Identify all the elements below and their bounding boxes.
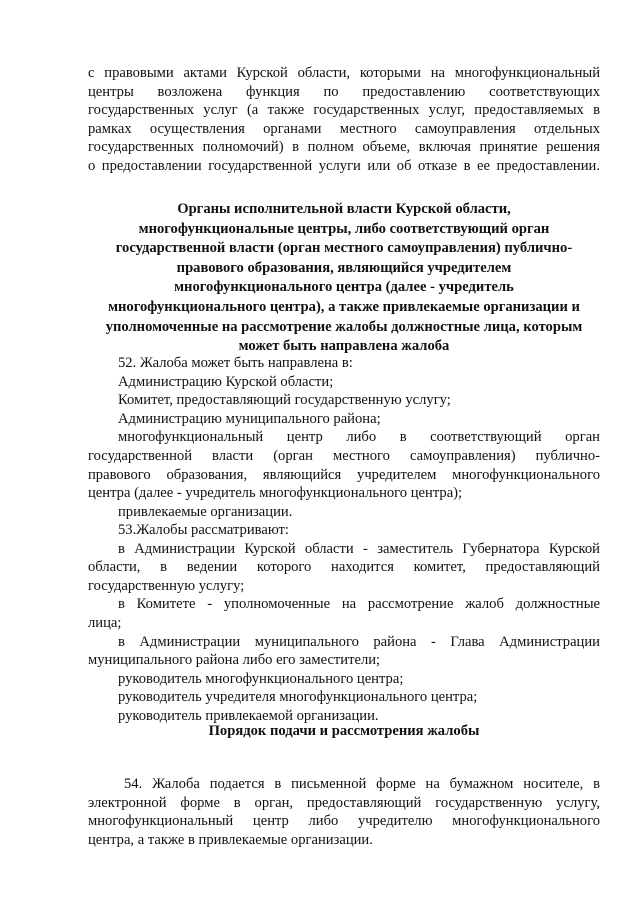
heading-line: многофункционального центра (далее - учредитель	[174, 279, 514, 296]
paragraph-line: правового образования, являющийся учредителем многофункционального	[88, 466, 600, 483]
paragraph-line: муниципального района либо его заместители;	[88, 652, 381, 669]
paragraph-line: руководитель привлекаемой организации.	[118, 707, 379, 724]
paragraph-line: государственной власти (орган местного самоуправления) публично-	[88, 447, 600, 464]
intro-line: о предоставлении государственной услуги или об отказе в ее предоставлении.	[88, 157, 600, 174]
paragraph-line: центра, а также в привлекаемые организации.	[88, 831, 373, 848]
paragraph-line: в Администрации Курской области - заместитель Губернатора Курской	[118, 540, 600, 557]
paragraph-line: 54. Жалоба подается в письменной форме на бумажном носителе, в	[124, 776, 600, 792]
paragraph-line: 53.Жалобы рассматривают:	[118, 522, 289, 538]
paragraph-line: лица;	[88, 614, 122, 631]
heading-line: Порядок подачи и рассмотрения жалобы	[208, 723, 480, 739]
paragraph-line: области, в ведении которого находится комитет, предоставляющий	[88, 559, 600, 576]
paragraph-line: электронной форме в орган, предоставляющий государственную услугу,	[88, 794, 600, 811]
intro-line: государственных услуг (а также государственных услуг, предоставляемых в	[88, 102, 600, 119]
paragraph-line: центра (далее - учредитель многофункционального центра);	[88, 485, 463, 502]
heading-line: государственной власти (орган местного самоуправления) публично-	[115, 240, 573, 257]
paragraph-line: государственную услугу;	[88, 577, 245, 594]
paragraph-line: Администрацию муниципального района;	[118, 410, 381, 427]
paragraph-line: руководитель учредителя многофункционального центра;	[118, 689, 478, 706]
paragraph-line: привлекаемые организации.	[118, 503, 293, 520]
paragraph-line: Администрацию Курской области;	[118, 373, 334, 390]
paragraph-line: многофункциональный центр либо учредителю многофункционального	[88, 813, 600, 830]
paragraph-line: Комитет, предоставляющий государственную услугу;	[118, 392, 451, 409]
section-52	[88, 354, 600, 521]
intro-line: центры возложена функция по предоставлению соответствующих	[88, 83, 600, 100]
section-heading-bodies	[70, 200, 618, 357]
section-54	[88, 775, 600, 849]
section-53	[88, 521, 600, 726]
heading-line: может быть направлена жалоба	[238, 338, 450, 355]
intro-line: с правовыми актами Курской области, которыми на многофункциональный	[88, 65, 600, 81]
paragraph-line: в Комитете - уполномоченные на рассмотрение жалоб должностные	[118, 596, 600, 613]
heading-line: многофункционального центра), а также привлекаемые организации и	[108, 298, 580, 315]
paragraph-line: руководитель многофункционального центра;	[118, 670, 404, 687]
heading-line: правового образования, являющийся учредителем	[176, 259, 512, 276]
heading-line: многофункциональные центры, либо соответствующий орган	[138, 220, 550, 237]
heading-line: Органы исполнительной власти Курской области,	[177, 201, 511, 217]
paragraph-line: 52. Жалоба может быть направлена в:	[118, 355, 353, 371]
paragraph-line: в Администрации муниципального района - Глава Администрации	[118, 633, 600, 650]
section-heading-procedure	[70, 722, 618, 742]
intro-line: рамках осуществления органами местного самоуправления отдельных	[88, 120, 600, 137]
heading-line: уполномоченные на рассмотрение жалобы должностные лица, которым	[105, 318, 583, 335]
paragraph-line: многофункциональный центр либо в соответствующий орган	[118, 429, 600, 446]
intro-line: государственных полномочий) в полном объеме, включая принятие решения	[88, 139, 600, 156]
intro-paragraph	[88, 64, 600, 176]
